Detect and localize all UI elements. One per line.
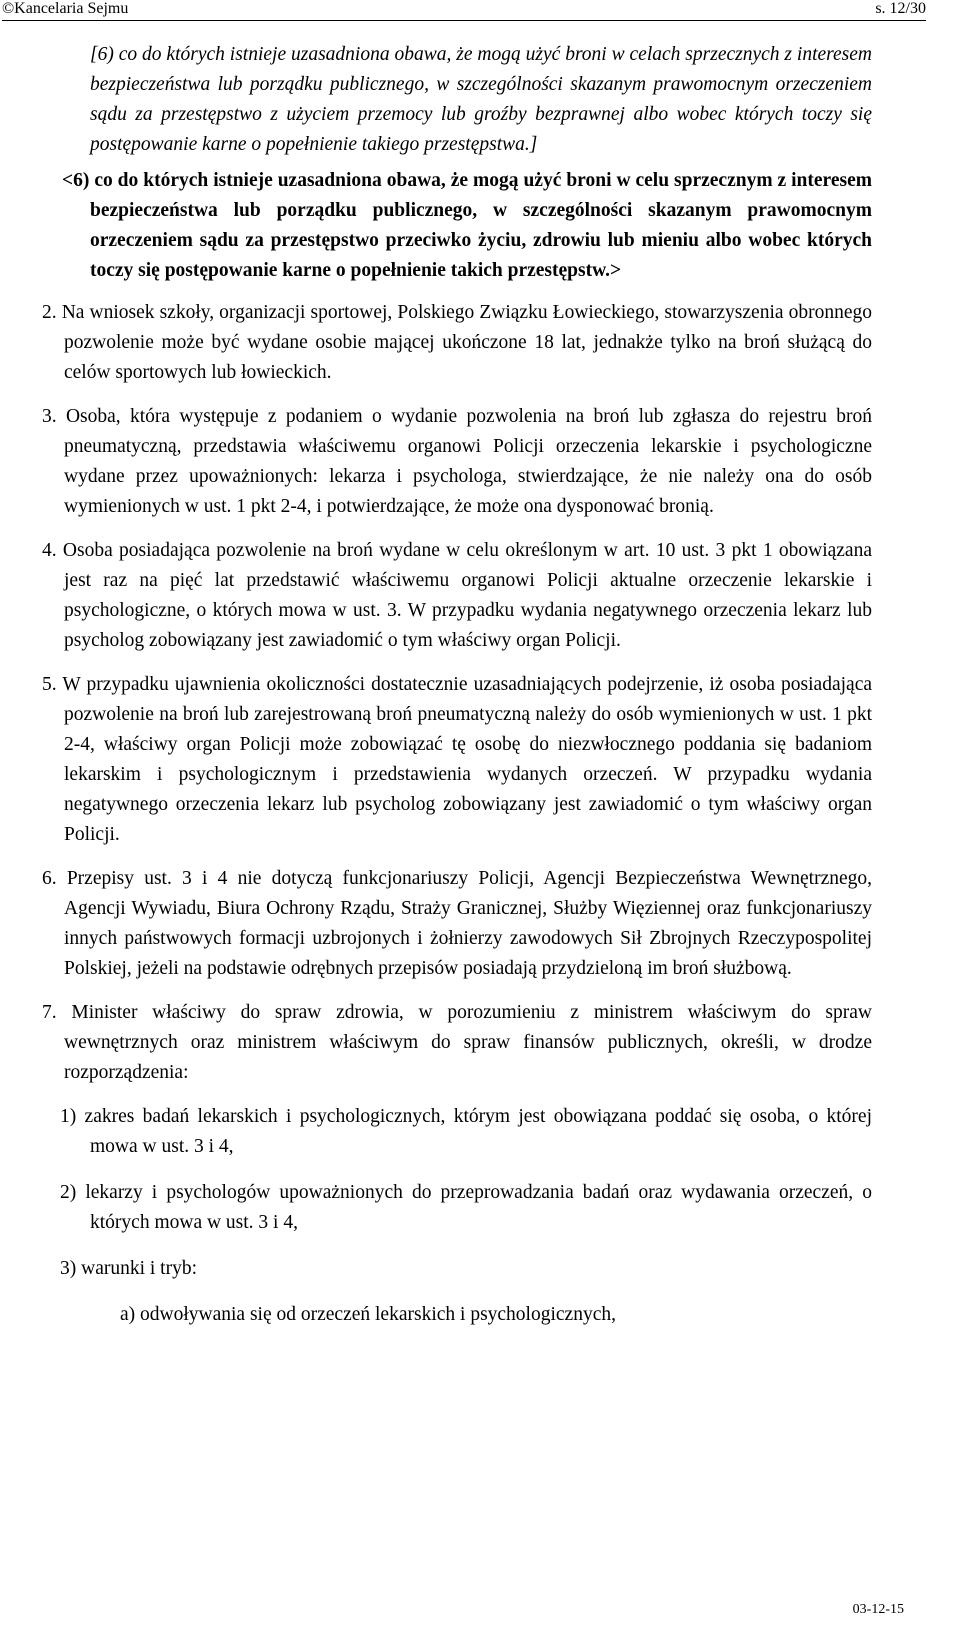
ust-2: 2. Na wniosek szkoły, organizacji sportowej, Polskiego Związku Łowieckiego, stowarzyszenia obronnego pozwolenie może być wydane osobie mającej ukończone 18 lat, jednakże tylko na broń służącą do celów sportowych lub łowieckich. [42,302,872,383]
point-6-old-text: [6) co do których istnieje uzasadniona obawa, że mogą użyć broni w celach sprzecznych z interesem bezpieczeństwa lub porządku publicznego, w szczególności skazanym prawomocnym orzeczeniem sądu za przestępstwo z użyciem przemocy lub groźby bezprawnej albo wobec których toczy się postępowanie karne o popełnienie takiego przestępstwa.] [90,44,872,155]
page-number: s. 12/30 [875,0,926,17]
pkt-2: 2) lekarzy i psychologów upoważnionych do przeprowadzania badań oraz wydawania orzeczeń, o których mowa w ust. 3 i 4, [60,1182,872,1233]
point-6-new-text: <6) co do których istnieje uzasadniona obawa, że mogą użyć broni w celu sprzecznym z interesem bezpieczeństwa lub porządku publicznego, w szczególności skazanym prawomocnym orzeczeniem sądu za przestępstwo przeciwko życiu, zdrowiu lub mieniu albo wobec których toczy się postępowanie karne o popełnienie takich przestępstw.> [62,170,872,281]
page-header [0,0,960,22]
header-rule [2,20,926,21]
ust-5: 5. W przypadku ujawnienia okoliczności dostatecznie uzasadniających podejrzenie, iż osoba posiadająca pozwolenie na broń lub zarejestrowaną broń pneumatyczną należy do osób wymienionych w ust. 1 pkt 2-4, właściwy organ Policji może zobowiązać tę osobę do niezwłocznego poddania się badaniom lekarskim i psychologicznym i przedstawienia wydanych orzeczeń. W przypadku wydania negatywnego orzeczenia lekarz lub psycholog zobowiązany jest zawiadomić o tym właściwy organ Policji. [42,674,872,845]
document-body [0,40,960,1330]
copyright-notice: ©Kancelaria Sejmu [2,0,129,17]
footer-date: 03-12-15 [852,1602,904,1617]
pkt-3: 3) warunki i tryb: [60,1258,198,1279]
ust-3: 3. Osoba, która występuje z podaniem o wydanie pozwolenia na broń lub zgłasza do rejestru broń pneumatyczną, przedstawia właściwemu organowi Policji orzeczenia lekarskie i psychologiczne wydane przez upoważnionych: lekarza i psychologa, stwierdzające, że nie należy ona do osób wymienionych w ust. 1 pkt 2-4, i potwierdzające, że może ona dysponować bronią. [42,406,872,517]
ust-6: 6. Przepisy ust. 3 i 4 nie dotyczą funkcjonariuszy Policji, Agencji Bezpieczeństwa Wewnętrznego, Agencji Wywiadu, Biura Ochrony Rządu, Straży Granicznej, Służby Więziennej oraz funkcjonariuszy innych państwowych formacji uzbrojonych i żołnierzy zawodowych Sił Zbrojnych Rzeczypospolitej Polskiej, jeżeli na podstawie odrębnych przepisów posiadają przydzieloną im broń służbową. [42,868,872,979]
ust-7: 7. Minister właściwy do spraw zdrowia, w porozumieniu z ministrem właściwym do spraw wewnętrznych oraz ministrem właściwym do spraw finansów publicznych, określi, w drodze rozporządzenia: [42,1002,872,1083]
pkt-1: 1) zakres badań lekarskich i psychologicznych, którym jest obowiązana poddać się osoba, o której mowa w ust. 3 i 4, [60,1106,872,1157]
lit-a: a) odwoływania się od orzeczeń lekarskich i psychologicznych, [120,1304,616,1325]
ust-4: 4. Osoba posiadająca pozwolenie na broń wydane w celu określonym w art. 10 ust. 3 pkt 1 obowiązana jest raz na pięć lat przedstawić właściwemu organowi Policji aktualne orzeczenie lekarskie i psychologiczne, o których mowa w ust. 3. W przypadku wydania negatywnego orzeczenia lekarz lub psycholog zobowiązany jest zawiadomić o tym właściwy organ Policji. [42,540,872,651]
